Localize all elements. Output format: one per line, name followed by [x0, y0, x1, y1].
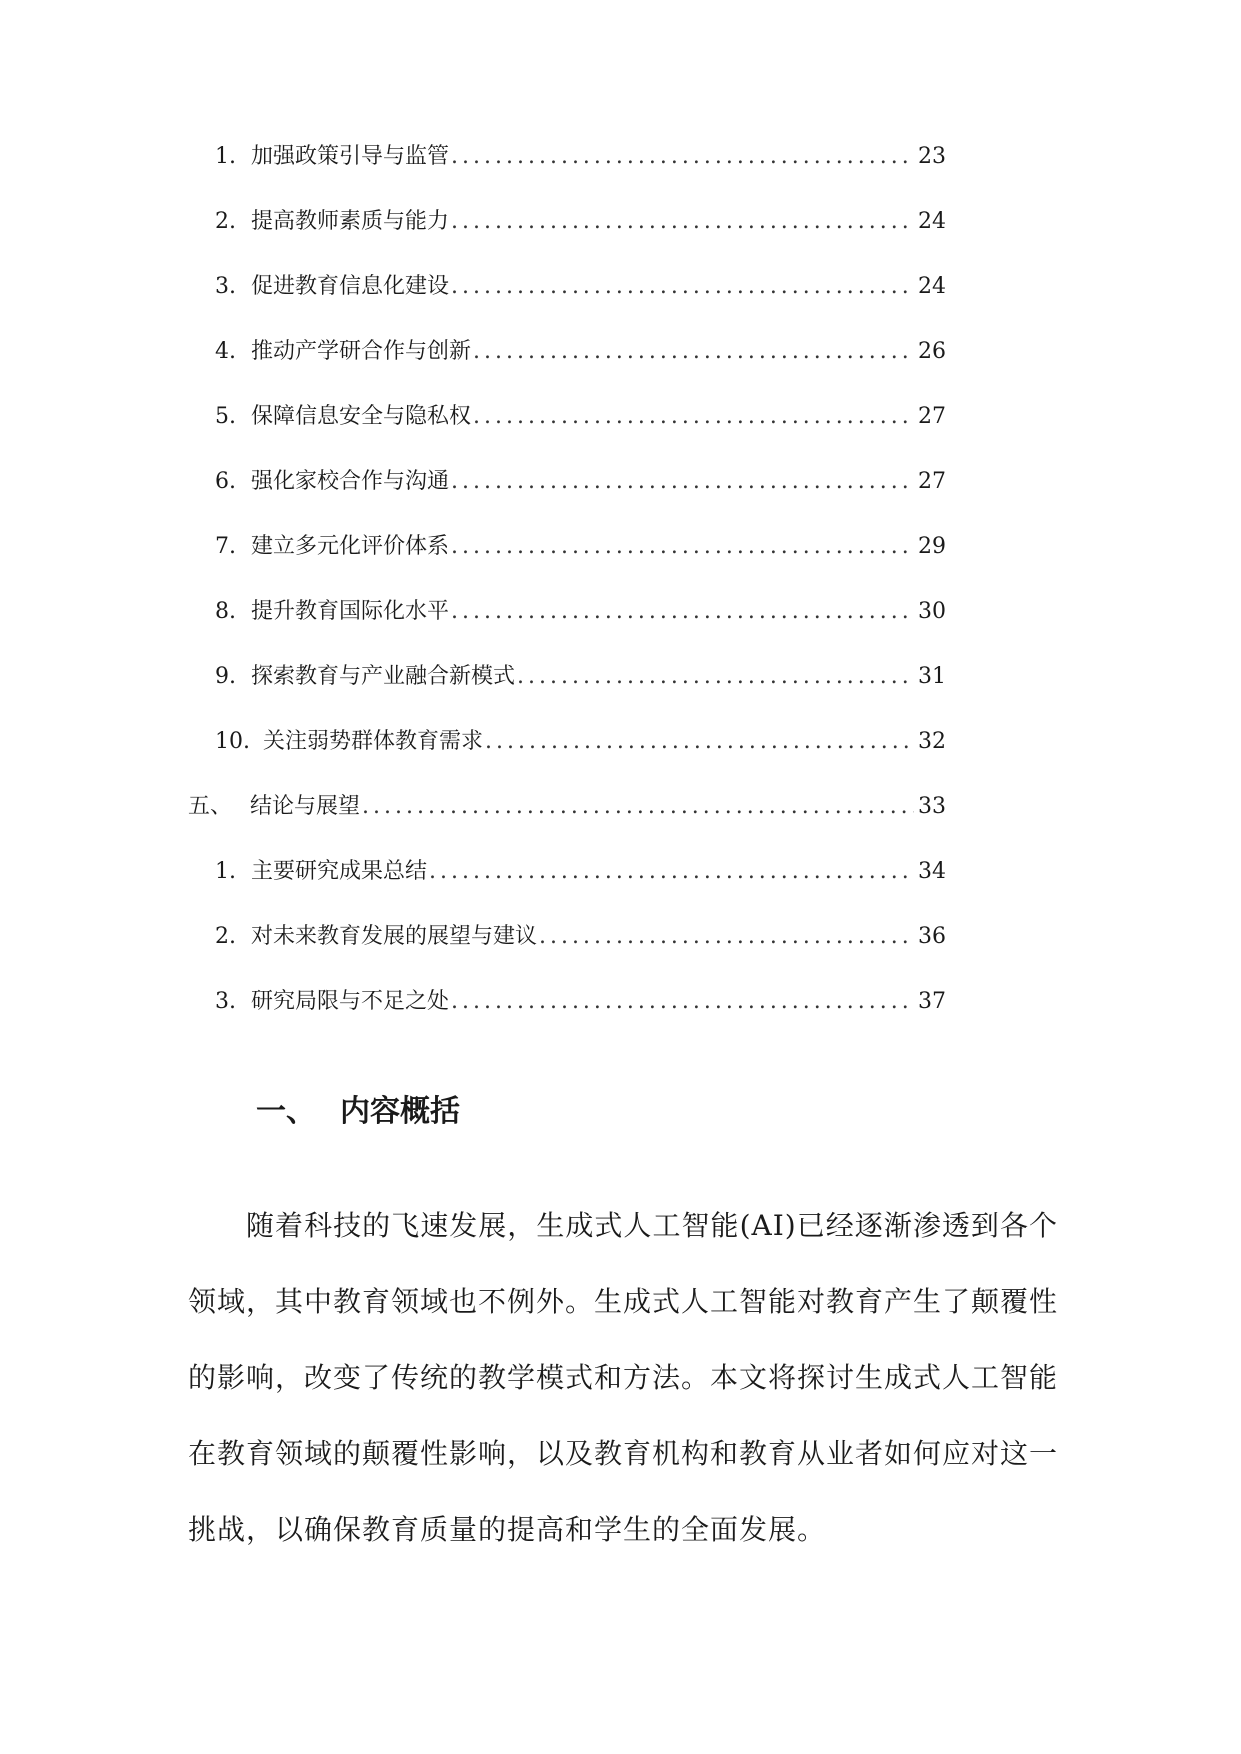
toc-entry[interactable]: [188, 207, 946, 272]
toc-entry-page: 27: [918, 404, 946, 429]
toc-entry-page: 37: [918, 989, 946, 1014]
toc-entry[interactable]: [188, 467, 946, 532]
toc-entry[interactable]: [188, 857, 946, 922]
toc-entry-number: 3.: [215, 989, 236, 1014]
toc-entry-page: 36: [918, 924, 946, 949]
toc-entry-page: 23: [918, 144, 946, 169]
toc-entry-title: 提高教师素质与能力: [251, 209, 450, 234]
toc-entry-title: 对未来教育发展的展望与建议: [251, 924, 538, 949]
section-title: 内容概括: [340, 1094, 460, 1129]
toc-entry-number: 5.: [215, 404, 236, 429]
toc-entry-page: 27: [918, 469, 946, 494]
toc-leader-dots: [429, 857, 914, 887]
toc-entry[interactable]: [188, 662, 946, 727]
toc-entry-title: 促进教育信息化建设: [251, 274, 450, 299]
toc-entry-number: 2.: [215, 924, 236, 949]
toc-leader-dots: [451, 532, 914, 562]
toc-entry-page: 32: [918, 729, 946, 754]
toc-entry-title: 关注弱势群体教育需求: [263, 729, 484, 754]
toc-entry[interactable]: [188, 142, 946, 207]
toc-entry-title: 强化家校合作与沟通: [251, 469, 450, 494]
toc-entry-page: 24: [918, 274, 946, 299]
toc-entry-title: 提升教育国际化水平: [251, 599, 450, 624]
toc-leader-dots: [451, 207, 914, 237]
toc-leader-dots: [539, 922, 914, 952]
toc-entry-chapter[interactable]: [188, 792, 946, 857]
toc-entry-page: 30: [918, 599, 946, 624]
toc-entry-page: 34: [918, 859, 946, 884]
toc-entry[interactable]: [188, 532, 946, 597]
toc-entry-title: 保障信息安全与隐私权: [251, 404, 472, 429]
toc-entry[interactable]: [188, 597, 946, 662]
body-paragraph: 随着科技的飞速发展，生成式人工智能(AI)已经逐渐渗透到各个领域，其中教育领域也不例外。生成式人工智能对教育产生了颠覆性的影响，改变了传统的教学模式和方法。本文将探讨生成式人工智能在教育领域的颠覆性影响，以及教育机构和教育从业者如何应对这一挑战，以确保教育质量的提高和学生的全面发展。: [188, 1209, 1059, 1546]
toc-entry[interactable]: [188, 727, 946, 792]
toc-leader-dots: [517, 662, 914, 692]
toc-leader-dots: [451, 987, 914, 1017]
toc-entry-page: 33: [918, 794, 946, 819]
toc-entry-page: 26: [918, 339, 946, 364]
toc-entry-title: 研究局限与不足之处: [251, 989, 450, 1014]
toc-entry-number: 1.: [215, 144, 236, 169]
toc-entry-number: 2.: [215, 209, 236, 234]
toc-entry-number: 9.: [215, 664, 236, 689]
toc-entry-title: 结论与展望: [250, 794, 361, 819]
toc-entry[interactable]: [188, 337, 946, 402]
toc-entry-number: 五、: [188, 794, 233, 819]
section-heading: [256, 1092, 460, 1132]
toc-leader-dots: [485, 727, 914, 757]
toc-entry-page: 29: [918, 534, 946, 559]
toc-entry-number: 7.: [215, 534, 236, 559]
toc-leader-dots: [451, 272, 914, 302]
toc-leader-dots: [451, 467, 914, 497]
table-of-contents: [188, 142, 946, 1052]
toc-entry-number: 4.: [215, 339, 236, 364]
toc-entry[interactable]: [188, 402, 946, 467]
toc-entry-number: 8.: [215, 599, 236, 624]
toc-entry[interactable]: [188, 987, 946, 1052]
toc-entry-title: 推动产学研合作与创新: [251, 339, 472, 364]
toc-entry-page: 31: [918, 664, 946, 689]
toc-entry-page: 24: [918, 209, 946, 234]
toc-entry-title: 探索教育与产业融合新模式: [251, 664, 516, 689]
toc-leader-dots: [473, 402, 914, 432]
toc-entry-number: 6.: [215, 469, 236, 494]
section-number: 一、: [256, 1094, 316, 1129]
toc-entry-number: 10.: [215, 729, 250, 754]
toc-entry-number: 1.: [215, 859, 236, 884]
toc-leader-dots: [451, 597, 914, 627]
toc-entry-title: 加强政策引导与监管: [251, 144, 450, 169]
toc-entry[interactable]: [188, 922, 946, 987]
toc-leader-dots: [451, 142, 914, 172]
toc-entry-number: 3.: [215, 274, 236, 299]
toc-entry[interactable]: [188, 272, 946, 337]
toc-entry-title: 建立多元化评价体系: [251, 534, 450, 559]
toc-entry-title: 主要研究成果总结: [251, 859, 428, 884]
toc-leader-dots: [473, 337, 914, 367]
toc-leader-dots: [362, 792, 914, 822]
